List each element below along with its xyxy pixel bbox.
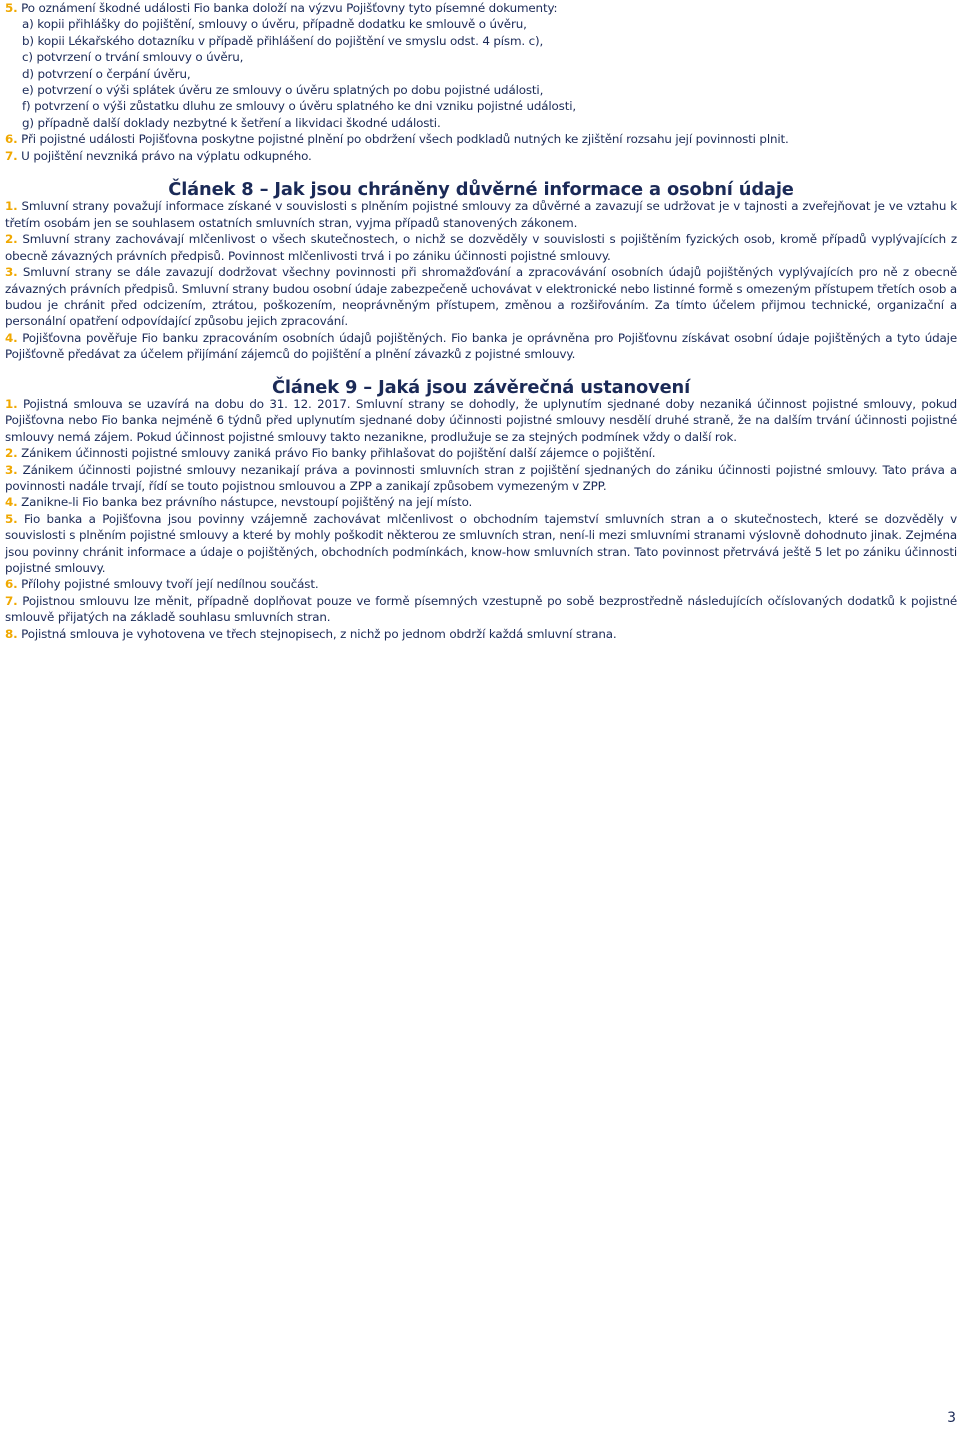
paragraph-text: Pojistná smlouva je vyhotovena ve třech stejnopisech, z nichž po jednom obdrží každá smluvní strana. bbox=[21, 626, 617, 641]
paragraph-text: Pojistná smlouva se uzavírá na dobu do 31. 12. 2017. Smluvní strany se dohodly, že uplynutím sjednané doby nezaniká účinnost pojistné smlouvy, pokud Pojišťovna nebo Fio banka nejméně 6 týdnů před uplynutím sjednané doby účinnosti pojistné smlouvy nesdělí druhé straně, že na dalším trvání účinnosti pojistné smlouvy nemá zájem. Pokud účinnost pojistné smlouvy takto nezanikne, prodlužuje se za stejných podmínek vždy o další rok. bbox=[5, 396, 957, 444]
article-8-paragraph-2 bbox=[5, 231, 957, 264]
paragraph-number: 1. bbox=[5, 199, 18, 214]
paragraph-text: Při pojistné události Pojišťovna poskytne pojistné plnění po obdržení všech podkladů nutných ke zjištění rozsahu její povinnosti plnit. bbox=[21, 132, 789, 147]
paragraph-number: 5. bbox=[5, 1, 18, 15]
paragraph-7 bbox=[5, 148, 957, 164]
list-item: d) potvrzení o čerpání úvěru, bbox=[22, 66, 191, 81]
article-8-paragraph-1 bbox=[5, 198, 957, 231]
paragraph-number: 2. bbox=[5, 446, 18, 461]
paragraph-text: Smluvní strany považují informace získané v souvislosti s plněním pojistné smlouvy za důvěrné a zavazují se udržovat je v tajnosti a zveřejňovat je ve vztahu k třetím osobám jen se souhlasem ostatních smluvních stran, vyjma případů stanovených zákonem. bbox=[5, 199, 957, 230]
paragraph-text: Smluvní strany se dále zavazují dodržovat všechny povinnosti při shromažďování a zpracovávání osobních údajů pojištěných vyplývajících pro ně z obecně závazných právních předpisů. Smluvní strany budou osobní údaje zabezpečeně uchovávat v elektronické nebo listinné formě s omezeným přístupem třetích osob a budou je chránit před odcizením, ztrátou, poškozením, neoprávněným přístupem, změnou a rozšiřováním. Za tímto účelem přijmou technické, organizační a personální opatření odpovídající způsobu jejich zpracování. bbox=[5, 265, 957, 329]
article-9-paragraph-2 bbox=[5, 445, 957, 461]
paragraph-number: 4. bbox=[5, 330, 18, 345]
article-8-paragraph-4 bbox=[5, 330, 957, 363]
document-page bbox=[5, 0, 957, 642]
paragraph-number: 7. bbox=[5, 148, 18, 163]
paragraph-number: 4. bbox=[5, 495, 18, 510]
paragraph-number: 7. bbox=[5, 593, 18, 608]
list-item: e) potvrzení o výši splátek úvěru ze smlouvy o úvěru splatných po dobu pojistné události, bbox=[22, 83, 544, 98]
paragraph-text: Fio banka a Pojišťovna jsou povinny vzájemně zachovávat mlčenlivost o obchodním tajemství smluvních stran a o skutečnostech, které se dozvěděly v souvislosti s plněním pojistné smlouvy a které by mohly poškodit některou ze smluvních stran, není-li mezi smluvními stranami výslovně dohodnuto jinak. Zejména jsou povinny chránit informace a údaje o pojištěných, obchodních podmínkách, know-how smluvních stran. Tato povinnost přetrvává ještě 5 let po zániku účinnosti pojistné smlouvy. bbox=[5, 511, 957, 575]
article-8-heading: Článek 8 – Jak jsou chráněny důvěrné informace a osobní údaje bbox=[168, 179, 794, 201]
paragraph-text: Zánikem účinnosti pojistné smlouvy nezanikají práva a povinnosti smluvních stran z pojištění sjednaných do zániku účinnosti pojistné smlouvy. Tato práva a povinnosti nadále trvají, řídí se touto pojistnou smlouvou a ZPP a zanikají způsobem vymezeným v ZPP. bbox=[5, 462, 957, 493]
article-9-paragraph-4 bbox=[5, 494, 957, 510]
paragraph-text: U pojištění nevzniká právo na výplatu odkupného. bbox=[21, 148, 312, 163]
paragraph-number: 3. bbox=[5, 462, 18, 477]
article-9-heading: Článek 9 – Jaká jsou závěrečná ustanovení bbox=[271, 376, 691, 398]
article-9-paragraph-3 bbox=[5, 462, 957, 495]
paragraph-text: Pojistnou smlouvu lze měnit, případně doplňovat pouze ve formě písemných vzestupně po sobě bezprostředně následujících očíslovaných dodatků k pojistné smlouvě přijatých na základě souhlasu smluvních stran. bbox=[5, 593, 957, 625]
paragraph-number: 2. bbox=[5, 232, 18, 247]
list-item: f) potvrzení o výši zůstatku dluhu ze smlouvy o úvěru splatného ke dni vzniku pojistné události, bbox=[22, 99, 577, 114]
paragraph-text: Přílohy pojistné smlouvy tvoří její nedílnou součást. bbox=[21, 577, 319, 592]
paragraph-number: 5. bbox=[5, 511, 18, 526]
article-9-paragraph-7 bbox=[5, 593, 957, 626]
article-9-paragraph-5 bbox=[5, 511, 957, 577]
page-number: 3 bbox=[947, 1410, 956, 1426]
article-9-paragraph-1 bbox=[5, 396, 957, 445]
paragraph-text: Smluvní strany zachovávají mlčenlivost o všech skutečnostech, o nichž se dozvěděly v souvislosti s pojištěním fyzických osob, kromě případů vyplývajících z obecně závazných právních předpisů. Povinnost mlčenlivosti trvá i po zániku účinnosti pojistné smlouvy. bbox=[5, 232, 957, 263]
list-item: c) potvrzení o trvání smlouvy o úvěru, bbox=[22, 50, 244, 65]
article-9-paragraph-6 bbox=[5, 576, 957, 592]
paragraph-6 bbox=[5, 131, 957, 147]
list-item: g) případně další doklady nezbytné k šetření a likvidaci škodné události. bbox=[22, 115, 441, 130]
list-item: b) kopii Lékařského dotazníku v případě přihlášení do pojištění ve smyslu odst. 4 písm. c), bbox=[22, 33, 544, 48]
paragraph-text: Zánikem účinnosti pojistné smlouvy zaniká právo Fio banky přihlašovat do pojištění další zájemce o pojištění. bbox=[21, 446, 656, 461]
article-9-paragraph-8 bbox=[5, 626, 957, 642]
list-item: a) kopii přihlášky do pojištění, smlouvy o úvěru, případně dodatku ke smlouvě o úvěru, bbox=[22, 17, 527, 32]
paragraph-5 bbox=[5, 0, 957, 16]
paragraph-number: 6. bbox=[5, 132, 18, 147]
paragraph-text: Pojišťovna pověřuje Fio banku zpracováním osobních údajů pojištěných. Fio banka je oprávněna pro Pojišťovnu získávat osobní údaje pojištěných a tyto údaje Pojišťovně předávat za účelem přijímání zájemců do pojištění a plnění závazků z pojistné smlouvy. bbox=[5, 330, 957, 362]
paragraph-text: Po oznámení škodné události Fio banka doloží na výzvu Pojišťovny tyto písemné dokumenty: bbox=[21, 1, 558, 15]
paragraph-text: Zanikne-li Fio banka bez právního nástupce, nevstoupí pojištěný na její místo. bbox=[21, 495, 473, 510]
paragraph-number: 6. bbox=[5, 577, 18, 592]
article-8-paragraph-3 bbox=[5, 264, 957, 330]
paragraph-number: 1. bbox=[5, 396, 18, 411]
paragraph-number: 8. bbox=[5, 626, 18, 641]
paragraph-number: 3. bbox=[5, 265, 18, 280]
